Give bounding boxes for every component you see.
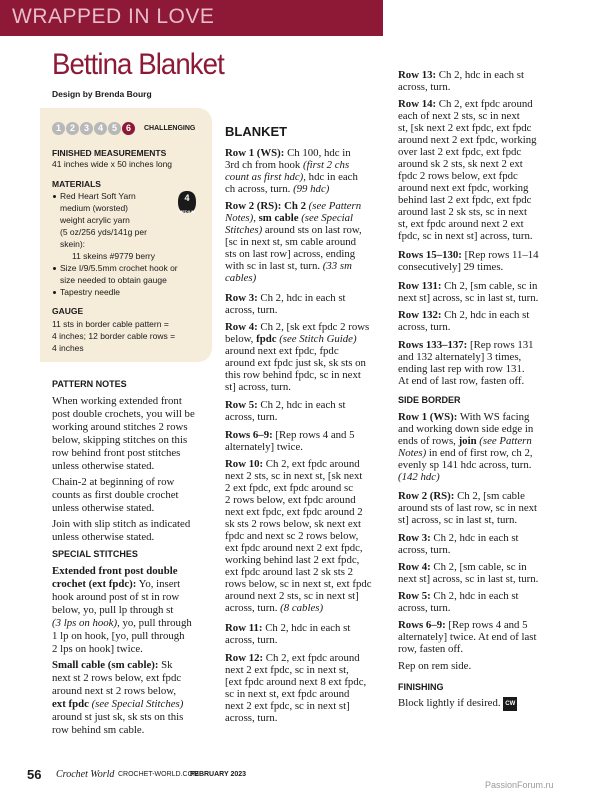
side-border-rep: Rep on rem side. [398, 660, 472, 672]
magazine-name: Crochet World [56, 769, 115, 780]
hook-line: Size I/9/5.5mm crochet hook or [60, 263, 178, 273]
skill-level-2: 2 [66, 122, 79, 135]
gauge-line: 11 sts in border cable pattern = [52, 319, 169, 329]
stitch-line: 2 lps on hook] twice. [52, 643, 143, 655]
stitch-line: next st 2 rows below, ext fpdc [52, 672, 182, 684]
skill-level-6: 6 [122, 122, 135, 135]
blanket-heading: BLANKET [225, 124, 288, 139]
yarn-line: (5 oz/256 yds/141g per [60, 227, 147, 237]
finishing-text: Block lightly if desired. [398, 697, 501, 709]
gauge-heading: GAUGE [52, 306, 84, 316]
note-line: row behind front post stitches [52, 447, 181, 459]
skill-level-indicator [52, 122, 135, 135]
note-line: Join with slip stitch as indicated [52, 518, 191, 530]
note-line: below, skipping stitches on this [52, 434, 188, 446]
note-line: unless otherwise stated. [52, 502, 155, 514]
section-label: WRAPPED IN LOVE [12, 5, 215, 28]
yarn-line: skein): [60, 239, 86, 249]
special-stitches-heading: SPECIAL STITCHES [52, 549, 138, 559]
yarn-weight-number: 4 [184, 193, 190, 203]
hook-line: size needed to obtain gauge [60, 275, 167, 285]
skill-level-4: 4 [94, 122, 107, 135]
note-line: post double crochets, you will be [52, 408, 195, 420]
stitch-name: Small cable (sm cable): [52, 659, 159, 671]
blanket-line: sts on last row] across, ending [225, 248, 356, 260]
stitch-line: below, yo, pull lp through st [52, 604, 174, 616]
yarn-line: Red Heart Soft Yarn [60, 191, 136, 201]
note-line: Chain-2 at beginning of row [52, 476, 175, 488]
stitch-line: around st just sk, sk sts on this [52, 711, 184, 723]
stitch-line: around next st 2 rows below, [52, 685, 177, 697]
needle-line: Tapestry needle [60, 287, 121, 297]
gauge-line: 4 inches; 12 border cable rows = [52, 331, 176, 341]
skill-level-1: 1 [52, 122, 65, 135]
magazine-site: CROCHET-WORLD.COM [118, 771, 199, 778]
stitch-name: crochet (ext fpdc): [52, 578, 137, 590]
materials-heading: MATERIALS [52, 179, 101, 189]
stitch-line: hook around post of st in row [52, 591, 180, 603]
yarn-line: medium (worsted) [60, 203, 129, 213]
finished-text: 41 inches wide x 50 inches long [52, 159, 173, 169]
watermark: PassionForum.ru [485, 780, 554, 790]
byline: Design by Brenda Bourg [52, 89, 152, 99]
finishing-heading: FINISHING [398, 682, 444, 692]
side-border-heading: SIDE BORDER [398, 395, 461, 405]
page-number: 56 [27, 767, 42, 782]
page-title: Bettina Blanket [52, 48, 224, 81]
note-line: unless otherwise stated. [52, 531, 155, 543]
issue-date: FEBRUARY 2023 [190, 771, 247, 778]
note-line: unless otherwise stated. [52, 460, 155, 472]
gauge-line: 4 inches [52, 343, 84, 353]
pattern-notes-heading: PATTERN NOTES [52, 379, 127, 389]
stitch-line: row behind sm cable. [52, 724, 145, 736]
skill-level-5: 5 [108, 122, 121, 135]
yarn-weight-label: MEDIUM [178, 209, 196, 214]
end-mark-badge: CW [503, 697, 517, 711]
stitch-line: 1 lp on hook, [yo, pull through [52, 630, 185, 642]
note-line: counts as first double crochet [52, 489, 179, 501]
stitch-name: Extended front post double [52, 565, 178, 577]
skill-level-label: CHALLENGING [144, 125, 196, 132]
note-line: When working extended front [52, 395, 182, 407]
skill-level-3: 3 [80, 122, 93, 135]
blanket-line: [sc in next st, sm cable around [225, 236, 357, 248]
finished-heading: FINISHED MEASUREMENTS [52, 148, 167, 158]
yarn-skeins: 11 skeins #9779 berry [72, 251, 156, 261]
note-line: working around stitches 2 rows [52, 421, 188, 433]
yarn-line: weight acrylic yarn [60, 215, 130, 225]
